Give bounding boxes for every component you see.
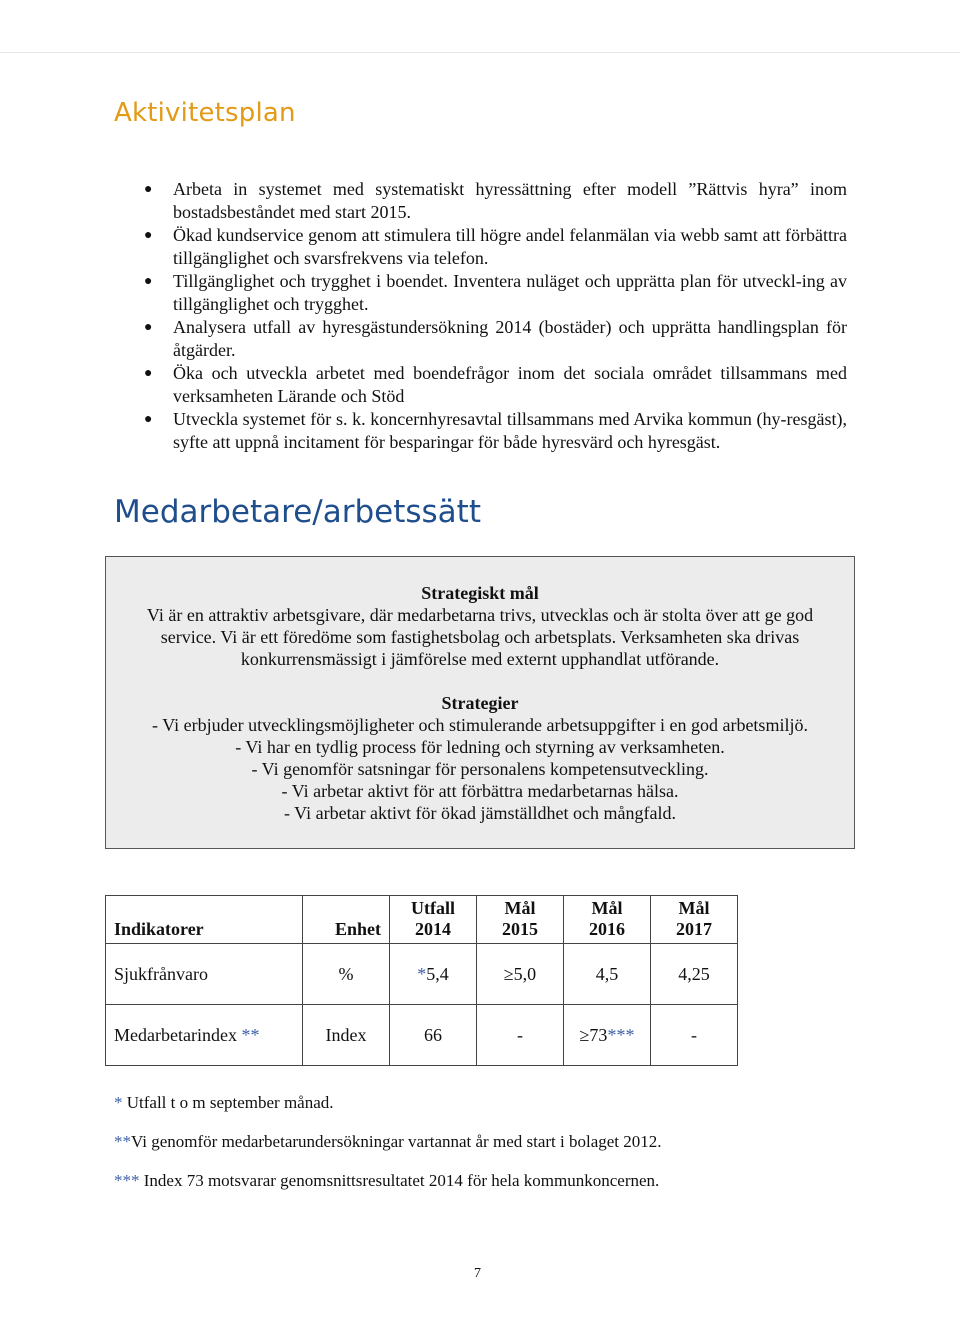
cell-mal-2015: - xyxy=(477,1005,564,1066)
cell-mal-2016: ≥73*** xyxy=(564,1005,651,1066)
footnote: *** Index 73 motsvarar genomsnittsresultatet 2014 för hela kommunkoncernen. xyxy=(114,1171,660,1190)
page-number: 7 xyxy=(474,1266,481,1281)
goal-line: Vi är en attraktiv arbetsgivare, där medarbetarna trivs, utvecklas och är stolta över att ge god xyxy=(146,605,814,625)
list-item: ● Arbeta in systemet med systematiskt hyressättning efter modell ”Rättvis hyra” inom bostadsbeståndet med start 2015. xyxy=(144,179,847,222)
footnotes xyxy=(114,1092,662,1209)
indicator-table xyxy=(105,895,738,1066)
header-enhet: Enhet xyxy=(303,896,390,944)
bullet-icon: ● xyxy=(144,274,153,289)
goal-line: konkurrensmässigt i jämförelse med externt upphandlat utförande. xyxy=(240,649,720,669)
cell-mal-2015: ≥5,0 xyxy=(477,944,564,1005)
list-item: ● Tillgänglighet och trygghet i boendet. Inventera nuläget och upprätta plan för utveckl-ing av tillgänglighet och trygghet. xyxy=(144,271,847,314)
section-heading-aktivitetsplan: Aktivitetsplan xyxy=(114,98,296,128)
bullet-icon: ● xyxy=(144,366,153,381)
footnote: **Vi genomför medarbetarundersökningar vartannat år med start i bolaget 2012. xyxy=(114,1132,662,1151)
cell-mal-2017: 4,25 xyxy=(651,944,738,1005)
page-header-rule xyxy=(0,0,960,53)
header-mal-2016: Mål 2016 xyxy=(564,896,651,944)
goal-line: service. Vi är ett föredöme som fastighetsbolag och arbetsplats. Verksamheten ska drivas xyxy=(160,627,800,647)
cell-mal-2017: - xyxy=(651,1005,738,1066)
cell-mal-2016: 4,5 xyxy=(564,944,651,1005)
bullet-icon: ● xyxy=(144,228,153,243)
section-heading-medarbetare: Medarbetare/arbetssätt xyxy=(114,494,481,530)
bullet-icon: ● xyxy=(144,182,153,197)
list-item: ● Analysera utfall av hyresgästundersökning 2014 (bostäder) och upprätta handlingsplan för åtgärder. xyxy=(144,317,847,360)
list-item: ● Utveckla systemet för s. k. koncernhyresavtal tillsammans med Arvika kommun (hy-resgäst), syfte att uppnå incitament för besparingar för både hyresvärd och hyresgäst. xyxy=(144,409,847,452)
cell-utfall: 66 xyxy=(390,1005,477,1066)
activity-bullet-list xyxy=(0,178,960,454)
table-row xyxy=(106,1005,738,1066)
cell-unit: Index xyxy=(303,1005,390,1066)
header-indikatorer: Indikatorer xyxy=(106,896,303,944)
table-header-row xyxy=(106,896,738,944)
header-mal-2017: Mål 2017 xyxy=(651,896,738,944)
strategy-item: - Vi genomför satsningar för personalens kompetensutveckling. xyxy=(251,759,709,779)
strategy-item: - Vi har en tydlig process för ledning och styrning av verksamheten. xyxy=(235,737,725,757)
cell-utfall: *5,4 xyxy=(390,944,477,1005)
header-mal-2015: Mål 2015 xyxy=(477,896,564,944)
cell-indicator: Sjukfrånvaro xyxy=(106,944,303,1005)
footnote: * Utfall t o m september månad. xyxy=(114,1093,334,1112)
cell-indicator: Medarbetarindex ** xyxy=(106,1005,303,1066)
goal-title: Strategiskt mål xyxy=(421,583,539,603)
strategy-item: - Vi arbetar aktivt för att förbättra medarbetarnas hälsa. xyxy=(281,781,679,801)
bullet-icon: ● xyxy=(144,412,153,427)
table-row xyxy=(106,944,738,1005)
strategic-goal-box xyxy=(105,556,855,849)
cell-unit: % xyxy=(303,944,390,1005)
strategies-title: Strategier xyxy=(441,693,519,713)
list-item: ● Öka och utveckla arbetet med boendefrågor inom det sociala området tillsammans med verksamheten Lärande och Stöd xyxy=(144,363,847,406)
header-utfall-2014: Utfall 2014 xyxy=(390,896,477,944)
bullet-icon: ● xyxy=(144,320,153,335)
strategy-item: - Vi arbetar aktivt för ökad jämställdhet och mångfald. xyxy=(284,803,676,823)
strategy-item: - Vi erbjuder utvecklingsmöjligheter och stimulerande arbetsuppgifter i en god arbetsmiljö. xyxy=(152,715,808,735)
list-item: ● Ökad kundservice genom att stimulera till högre andel felanmälan via webb samt att förbättra tillgänglighet och svarsfrekvens via telefon. xyxy=(144,225,847,268)
